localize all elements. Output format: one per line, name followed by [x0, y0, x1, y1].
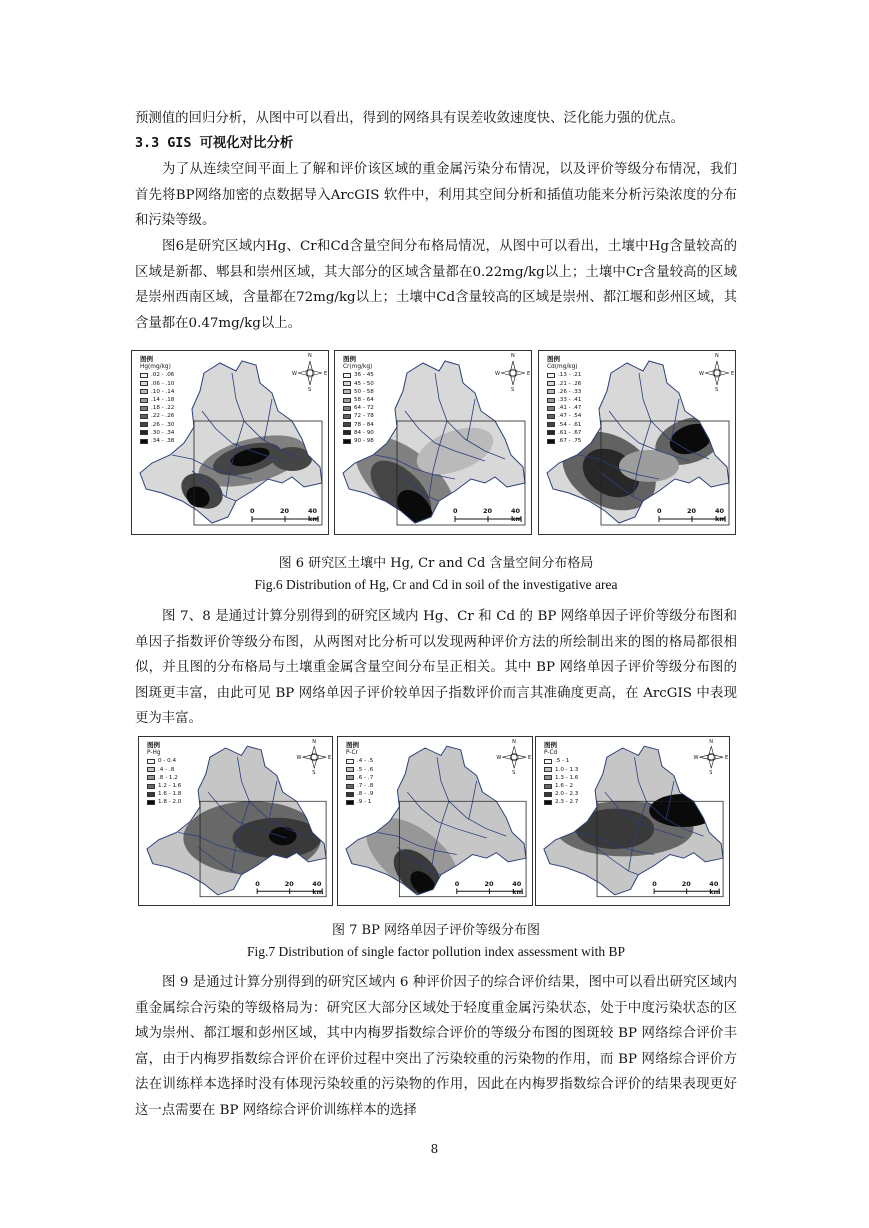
compass-e: E [527, 371, 531, 377]
compass-w: W [693, 755, 699, 762]
map-legend [346, 741, 373, 807]
scale-label: 40 km [709, 880, 721, 897]
legend-swatch [140, 422, 148, 427]
fig7-caption-cn: 图 7 BP 网络单因子评价等级分布图 [332, 923, 540, 938]
legend-label: .41 - .47 [558, 405, 582, 412]
compass-n: N [308, 353, 312, 359]
legend-label: .10 - .14 [151, 388, 175, 395]
legend-item [346, 790, 373, 798]
legend-title: 图例 [544, 741, 557, 749]
legend-item [346, 782, 373, 790]
scale-label: 0 [255, 880, 260, 889]
legend-item [140, 388, 174, 396]
legend-swatch [547, 373, 555, 378]
legend-swatch [140, 381, 148, 386]
legend-label: .22 - .26 [151, 413, 175, 420]
compass-e: E [328, 755, 332, 762]
legend-item [547, 396, 581, 404]
compass-n: N [709, 739, 714, 745]
scale-label: 0 [454, 880, 460, 889]
legend-item [547, 404, 581, 412]
legend-swatch [547, 422, 555, 427]
scale-label: 20 [483, 507, 493, 515]
legend-swatch [147, 784, 155, 789]
legend-item [544, 774, 578, 782]
legend-label: .30 - .34 [151, 429, 175, 436]
legend-label: .54 - .61 [558, 421, 582, 428]
legend-item [346, 798, 373, 806]
compass-e: E [725, 755, 729, 762]
scale-label: 40 km [511, 507, 523, 523]
compass-n: N [512, 739, 516, 745]
section-heading: 3.3 GIS 可视化对比分析 [135, 136, 294, 151]
legend-swatch [544, 784, 552, 789]
legend-label: 1.8 - 2.0 [158, 799, 182, 806]
legend-label: .26 - .30 [151, 421, 175, 428]
legend-item [343, 371, 374, 379]
compass-s: S [709, 770, 713, 777]
legend-label: .14 - .18 [151, 397, 175, 404]
legend-swatch [140, 373, 148, 378]
legend-label: 58 - 64 [354, 397, 374, 404]
compass-e: E [528, 755, 532, 762]
legend-title: 图例 [147, 741, 160, 749]
legend-swatch [343, 381, 351, 386]
compass-n: N [312, 739, 317, 745]
legend-label: .61 - .67 [558, 429, 582, 436]
pollution-zone [649, 794, 718, 827]
north-arrow-icon [705, 361, 729, 385]
scale-label: 0 [453, 507, 458, 515]
legend-swatch [140, 406, 148, 411]
legend-label: 78 - 84 [354, 421, 374, 428]
paragraph-5: 图 9 是通过计算分别得到的研究区域内 6 种评价因子的综合评价结果，图中可以看出研究区域内重金属综合污染的等级格局为：研究区大部分区域处于轻度重金属污染状态，处于中度污染状态的区域为崇州、都江堰和彭州区域，其中内梅罗指数综合评价的等级分布图的图斑较 BP 网络综合评价丰富，由于内梅罗指数综合评价在评价过程中突出了污染较重的污染物的作用，而 BP 网络综合评价方法在训练样本选择时没有体现污染较重的污染物的作用，因此在内梅罗指数综合评价的结果表现更好这一点需要在 BP 网络综合评价训练样本的选择 [135, 975, 737, 1118]
map-legend [544, 741, 578, 807]
page-number: 8 [430, 1142, 439, 1156]
legend-item [140, 437, 174, 445]
legend-unit: P-Hg [147, 750, 161, 757]
legend-item [343, 421, 374, 429]
legend-label: 90 - 98 [354, 438, 374, 445]
legend-swatch [346, 792, 354, 797]
legend-label: 0 - 0.4 [158, 758, 177, 765]
legend-item [147, 766, 181, 774]
cd-content-map [538, 350, 736, 535]
legend-item [547, 429, 581, 437]
legend-label: 1.0 - 1.3 [555, 766, 579, 773]
legend-item [140, 421, 174, 429]
legend-item [147, 798, 181, 806]
legend-swatch [140, 398, 148, 403]
map-legend [147, 741, 181, 807]
legend-swatch [346, 800, 354, 805]
legend-item [547, 412, 581, 420]
legend-swatch [346, 775, 354, 780]
legend-label: .34 - .38 [151, 438, 175, 445]
legend-swatch [547, 439, 555, 444]
legend-swatch [140, 430, 148, 435]
legend-label: .67 - .75 [558, 438, 582, 445]
legend-item [346, 766, 373, 774]
legend-label: 50 - 58 [354, 388, 374, 395]
legend-swatch [547, 389, 555, 394]
scale-label: 40 km [512, 880, 524, 897]
legend-item [147, 757, 181, 765]
legend-label: .5 - .6 [357, 766, 374, 773]
legend-swatch [147, 775, 155, 780]
p-cd-assessment-map [535, 736, 730, 906]
legend-swatch [140, 389, 148, 394]
pollution-zone [575, 809, 654, 849]
north-arrow-icon [502, 746, 526, 768]
scale-label: 40 km [715, 507, 727, 523]
north-arrow-icon [501, 361, 525, 385]
legend-title: 图例 [547, 355, 560, 363]
scale-label: 20 [681, 880, 691, 889]
legend-swatch [547, 381, 555, 386]
compass-e: E [324, 371, 328, 377]
compass-s: S [715, 387, 719, 393]
scale-label: 20 [687, 507, 697, 515]
north-arrow-icon [699, 746, 723, 768]
legend-swatch [547, 414, 555, 419]
legend-unit: P-Cr [346, 750, 358, 757]
legend-item [343, 437, 374, 445]
legend-swatch [140, 414, 148, 419]
compass-s: S [511, 387, 515, 393]
legend-label: 1.6 - 1.8 [158, 791, 182, 798]
cr-content-map [334, 350, 532, 535]
paragraph-4: 图 7、8 是通过计算分别得到的研究区域内 Hg、Cr 和 Cd 的 BP 网络单因子评价等级分布图和单因子指数评价等级分布图，从两图对比分析可以发现两种评价方法的所绘制出来的图的格局都很相似，并且图的分布格局与土壤重金属含量空间分布呈正相关。其中 BP 网络单因子评价等级分布图的图斑更丰富，由此可见 BP 网络单因子评价较单因子指数评价而言其准确度更高，在 ArcGIS 中表现更为丰富。 [135, 609, 737, 727]
legend-item [544, 790, 578, 798]
legend-swatch [343, 398, 351, 403]
compass-w: W [496, 755, 502, 762]
legend-item [547, 388, 581, 396]
paragraph-2: 为了从连续空间平面上了解和评价该区域的重金属污染分布情况，以及评价等级分布情况，我们首先将BP网络加密的点数据导入ArcGIS 软件中，利用其空间分析和插值功能来分析污染浓度的分布和污染等级。 [135, 162, 737, 229]
compass-s: S [312, 770, 316, 777]
pollution-zone [269, 827, 297, 845]
legend-swatch [343, 422, 351, 427]
legend-item [547, 371, 581, 379]
legend-swatch [346, 759, 354, 764]
legend-swatch [346, 767, 354, 772]
legend-label: .5 - 1 [555, 758, 570, 765]
legend-unit: P-Cd [544, 750, 558, 757]
legend-label: .6 - .7 [357, 774, 374, 781]
legend-swatch [147, 792, 155, 797]
legend-swatch [343, 389, 351, 394]
legend-label: 45 - 50 [354, 380, 374, 387]
legend-label: .02 - .06 [151, 372, 175, 379]
scale-label: 40 km [308, 507, 320, 523]
legend-item [343, 380, 374, 388]
compass-w: W [699, 371, 704, 377]
compass-w: W [292, 371, 297, 377]
legend-item [343, 396, 374, 404]
legend-item [147, 790, 181, 798]
compass-n: N [715, 353, 719, 359]
legend-item [544, 798, 578, 806]
legend-label: .26 - .33 [558, 388, 582, 395]
compass-e: E [731, 371, 735, 377]
legend-swatch [544, 759, 552, 764]
legend-title: 图例 [343, 355, 356, 363]
legend-label: 36 - 45 [354, 372, 374, 379]
legend-label: .8 - 1.2 [158, 774, 178, 781]
fig6-caption-en: Fig.6 Distribution of Hg, Cr and Cd in soil of the investigative area [254, 577, 618, 592]
legend-item [343, 404, 374, 412]
legend-item [140, 412, 174, 420]
legend-item [140, 404, 174, 412]
scale-label: 20 [284, 880, 294, 889]
map-legend [343, 355, 374, 445]
legend-swatch [343, 414, 351, 419]
legend-item [147, 782, 181, 790]
legend-item [346, 757, 373, 765]
scale-label: 0 [250, 507, 255, 515]
legend-label: .33 - .41 [558, 397, 582, 404]
hg-content-map [131, 350, 329, 535]
legend-label: 2.0 - 2.3 [555, 791, 579, 798]
legend-swatch [547, 406, 555, 411]
paragraph-1: 预测值的回归分析，从图中可以看出，得到的网络具有误差收敛速度快、泛化能力强的优点。 [135, 111, 685, 126]
legend-item [346, 774, 373, 782]
legend-item [140, 371, 174, 379]
legend-item [547, 421, 581, 429]
p-cr-assessment-map [337, 736, 533, 906]
map-legend [547, 355, 581, 445]
legend-swatch [147, 767, 155, 772]
legend-swatch [343, 406, 351, 411]
legend-swatch [544, 800, 552, 805]
legend-swatch [343, 373, 351, 378]
scale-label: 20 [280, 507, 290, 515]
legend-label: 84 - 90 [354, 429, 374, 436]
north-arrow-icon [302, 746, 326, 768]
compass-n: N [511, 353, 515, 359]
legend-swatch [343, 439, 351, 444]
legend-item [343, 412, 374, 420]
legend-label: .9 - 1 [357, 799, 372, 806]
fig7-caption-en: Fig.7 Distribution of single factor pollution index assessment with BP [247, 944, 625, 959]
legend-swatch [547, 398, 555, 403]
compass-s: S [308, 387, 312, 393]
legend-label: .21 - .26 [558, 380, 582, 387]
legend-item [343, 429, 374, 437]
legend-label: 1.3 - 1.6 [555, 774, 579, 781]
legend-swatch [544, 792, 552, 797]
paragraph-3: 图6是研究区域内Hg、Cr和Cd含量空间分布格局情况，从图中可以看出，土壤中Hg含量较高的区域是新都、郫县和崇州区域，其大部分的区域含量都在0.22mg/kg以上；土壤中Cr含量较高的区域是崇州西南区域，含量都在72mg/kg以上；土壤中Cd含量较高的区域是崇州、都江堰和彭州区域，其含量都在0.47mg/kg以上。 [135, 239, 737, 331]
legend-label: .4 - .5 [357, 758, 374, 765]
legend-label: .8 - .9 [357, 791, 374, 798]
north-arrow-icon [298, 361, 322, 385]
legend-item [544, 782, 578, 790]
legend-label: .4 - .8 [158, 766, 175, 773]
legend-label: .7 - .8 [357, 783, 374, 790]
legend-swatch [547, 430, 555, 435]
legend-label: .47 - .54 [558, 413, 582, 420]
legend-label: 1.6 - 2 [555, 783, 574, 790]
legend-swatch [343, 430, 351, 435]
legend-swatch [147, 800, 155, 805]
legend-item [544, 757, 578, 765]
legend-label: 1.2 - 1.6 [158, 783, 182, 790]
legend-item [343, 388, 374, 396]
legend-label: .06 - .10 [151, 380, 175, 387]
scale-label: 0 [657, 507, 662, 515]
legend-item [547, 437, 581, 445]
legend-item [140, 429, 174, 437]
legend-unit: Cd(mg/kg) [547, 364, 578, 371]
legend-unit: Cr(mg/kg) [343, 364, 373, 371]
legend-title: 图例 [140, 355, 153, 363]
legend-item [544, 766, 578, 774]
legend-title: 图例 [346, 741, 359, 749]
legend-label: .18 - .22 [151, 405, 175, 412]
legend-swatch [140, 439, 148, 444]
legend-swatch [346, 784, 354, 789]
map-legend [140, 355, 174, 445]
legend-label: .13 - .21 [558, 372, 582, 379]
legend-item [547, 380, 581, 388]
legend-swatch [544, 775, 552, 780]
compass-w: W [296, 755, 302, 762]
legend-label: 72 - 78 [354, 413, 374, 420]
legend-item [147, 774, 181, 782]
legend-unit: Hg(mg/kg) [140, 364, 171, 371]
legend-swatch [147, 759, 155, 764]
scale-label: 20 [484, 880, 494, 889]
legend-item [140, 380, 174, 388]
legend-item [140, 396, 174, 404]
p-hg-assessment-map [138, 736, 333, 906]
legend-label: 2.3 - 2.7 [555, 799, 579, 806]
scale-label: 0 [652, 880, 657, 889]
compass-s: S [512, 770, 516, 777]
legend-swatch [544, 767, 552, 772]
legend-label: 64 - 72 [354, 405, 374, 412]
compass-w: W [495, 371, 500, 377]
scale-label: 40 km [312, 880, 324, 897]
fig6-caption-cn: 图 6 研究区土壤中 Hg, Cr and Cd 含量空间分布格局 [278, 556, 594, 571]
